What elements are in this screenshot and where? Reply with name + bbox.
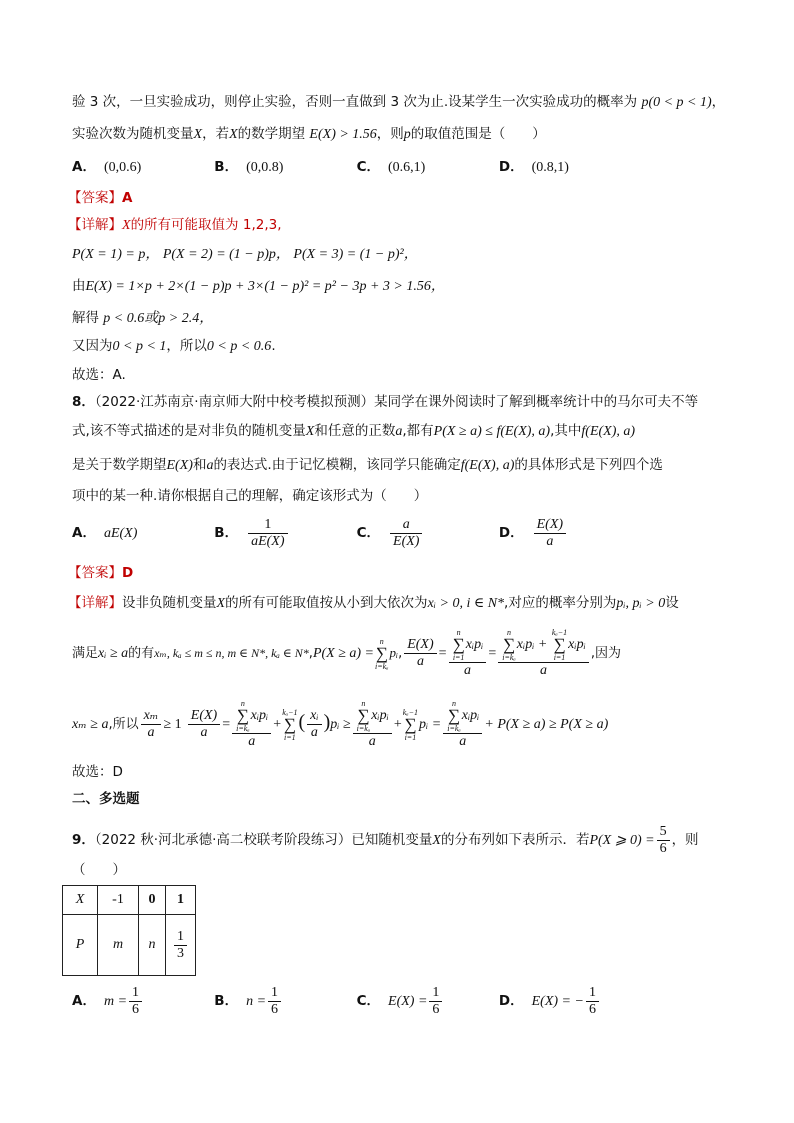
detail-label: 【详解】	[68, 217, 122, 233]
frac-den: 6	[271, 1001, 279, 1017]
option-key: B．	[214, 525, 239, 541]
q8-line2	[72, 421, 635, 442]
answer-label: 【答案】	[68, 190, 122, 206]
q8-text-3b: 和	[192, 457, 207, 473]
q7-again-math1: 0 < p < 1	[112, 339, 167, 354]
answer-value: D	[122, 565, 134, 581]
ex-over-a-fraction: $\frac{E(X)}{a}$	[404, 637, 436, 670]
table-cell: 1	[166, 886, 196, 915]
q7-again-prefix: 又因为	[72, 338, 113, 354]
q7-conclusion	[72, 365, 126, 385]
table-cell	[166, 915, 196, 976]
frac-num: 1	[248, 517, 287, 534]
q7-solve-prefix: 解得	[72, 310, 99, 326]
q9-text-1a: （2022 秋·河北承德·高二校联考阶段练习）已知随机变量	[94, 832, 433, 848]
q8-conclusion	[72, 762, 123, 782]
q8-d2-d: ,	[398, 646, 403, 661]
question-number: 9．	[72, 832, 95, 848]
sum-fraction-4: n ∑ i=kₐ xᵢpᵢ a	[443, 699, 482, 750]
q7-option-b	[214, 157, 352, 178]
q9-text-2: （ ）	[72, 862, 126, 878]
section-title	[72, 789, 140, 809]
q8-d1-a: 设非负随机变量	[122, 595, 217, 611]
option-key: B．	[214, 159, 239, 175]
q8-var-x: X	[305, 424, 315, 439]
q7-text-2c: 的数学期望	[237, 126, 306, 142]
q8-var-a: a	[395, 424, 403, 439]
frac-den: E(X)	[393, 533, 420, 549]
q7-again-math2: 0 < p < 0.6	[206, 339, 272, 354]
option-prefix: E(X) =	[388, 994, 428, 1009]
q9-option-b	[214, 983, 352, 1020]
sum-symbol-3: kₐ−1 ∑ i=1	[402, 707, 419, 742]
sum-symbol-2: kₐ−1 ∑ i=1	[282, 707, 298, 742]
q8-text-1: （2022·江苏南京·南京师大附中校考模拟预测）某同学在课外阅读时了解到概率统计中的马尔可夫不等	[94, 394, 699, 410]
frac-num: 5	[657, 824, 670, 841]
q7-math-1: p(0 < p < 1)	[641, 95, 712, 110]
q7-option-a	[72, 157, 210, 178]
q8-text-2d: ,其中	[550, 423, 582, 439]
option-fraction	[586, 985, 599, 1018]
sum-fraction-2: n ∑ i=kₐ xᵢpᵢ a	[232, 699, 271, 750]
frac-den: 6	[432, 1001, 440, 1017]
q8-d1-c: ,对应的概率分别为	[504, 595, 617, 611]
option-fraction	[429, 985, 442, 1018]
conclusion-text: 故选：D	[72, 764, 123, 780]
q8-d2-c: ,	[308, 646, 313, 661]
q8-math-markov: P(X ≥ a) ≤ f(E(X), a)	[433, 424, 551, 439]
q8-text-4: 项中的某一种.请你根据自己的理解，确定该形式为（ ）	[72, 488, 428, 504]
q8-option-b	[214, 515, 352, 551]
q7-text-2a: 实验次数为随机变量	[72, 126, 194, 142]
q8-answer	[68, 563, 133, 583]
q8-text-3a: 是关于数学期望	[72, 457, 167, 473]
q9-math: P(X ⩾ 0) =	[589, 833, 655, 848]
option-key: C．	[356, 525, 381, 541]
q7-var-p: p	[403, 127, 411, 142]
sum-fraction-3: n ∑ i=kₐ xᵢpᵢ a	[353, 699, 392, 750]
option-key: C．	[356, 159, 381, 175]
q7-text-1: 验 3 次，一旦实验成功，则停止实验，否则一直做到 3 次为止.设某学生一次实验成功的概率为	[72, 94, 638, 110]
q8-math-f2: f(E(X), a)	[460, 458, 515, 473]
q8-text-2c: ,都有	[402, 423, 434, 439]
q8-detail-line1	[68, 593, 679, 614]
frac-num: 1	[174, 929, 187, 946]
option-fraction	[129, 985, 142, 1018]
q7-option-d	[499, 157, 569, 178]
q8-d3-b: ,所以	[108, 717, 139, 732]
option-value: (0,0.8)	[246, 160, 284, 175]
q7-text-2b: ，若	[202, 126, 230, 142]
q7-expect-math: E(X) = 1×p + 2×(1 − p)p + 3×(1 − p)² = p² − 3p + 3 > 1.56，	[85, 279, 445, 294]
q9-option-a	[72, 983, 210, 1020]
frac-num: E(X)	[534, 517, 566, 534]
question-number: 8．	[72, 394, 95, 410]
q7-options	[72, 157, 569, 178]
cell-fraction	[174, 929, 187, 962]
option-fraction	[268, 985, 281, 1018]
option-value: (0.8,1)	[531, 160, 569, 175]
q7-probs	[72, 244, 418, 265]
q7-again-end: .	[271, 338, 276, 354]
q7-again	[72, 336, 276, 357]
option-key: D．	[498, 993, 524, 1009]
option-fraction	[534, 517, 566, 550]
q8-option-d	[499, 515, 568, 551]
table-cell: m	[98, 915, 139, 976]
q8-d1-m2: pᵢ, pᵢ > 0	[616, 596, 666, 611]
q7-expect	[72, 276, 445, 297]
q7-option-c	[357, 157, 495, 178]
q8-d2-a: 满足	[72, 646, 99, 661]
q8-d2-m2: xₘ, kₐ ≤ m ≤ n, m ∈ N*, kₐ ∈ N*	[154, 646, 309, 660]
q8-detail-line3: xₘ ≥ a,所以 $\frac{\text{xₘ}}{a}$ ≥ 1 $\frac{E(X)}{a}$ = n ∑ i=kₐ xᵢpᵢ a + kₐ−1 ∑ i=1 ( $\frac{\text{xᵢ}}{a}$ )pᵢ ≥ n ∑ i=kₐ xᵢpᵢ a + kₐ−1 ∑ i=1 pᵢ = n ∑ i=kₐ xᵢpᵢ a + P(X ≥ a) ≥ P(X ≥ a)	[72, 699, 609, 749]
frac-num: a	[390, 517, 422, 534]
q8-var-a2: a	[206, 458, 214, 473]
option-key: D．	[498, 159, 524, 175]
answer-label: 【答案】	[68, 565, 122, 581]
option-key: A．	[72, 159, 96, 175]
q7-line1	[72, 92, 725, 113]
q7-expect-prefix: 由	[72, 278, 86, 294]
frac-den: 6	[588, 1001, 596, 1017]
q9-line2	[72, 860, 126, 880]
q8-options	[72, 515, 568, 552]
q7-solve	[72, 308, 213, 329]
q9-var-x: X	[432, 833, 441, 848]
frac-den: 6	[659, 840, 667, 856]
option-value: (0.6,1)	[388, 160, 426, 175]
q8-line3	[72, 455, 663, 476]
q8-option-c	[357, 515, 495, 551]
sum-fraction: n ∑ i=1 xᵢpᵢ a	[449, 628, 487, 679]
q8-d2-b: 的有	[128, 646, 155, 661]
table-cell: n	[139, 915, 166, 976]
q7-answer	[68, 188, 132, 208]
table-row	[63, 886, 196, 915]
q7-detail	[68, 215, 282, 236]
frac-den: 3	[177, 945, 184, 961]
frac-den: 6	[132, 1001, 140, 1017]
q7-probs-math: P(X = 1) = p， P(X = 2) = (1 − p)p， P(X = 3) = (1 − p)²，	[72, 247, 418, 262]
q9-options	[72, 983, 601, 1020]
q8-text-3c: 的表达式.由于记忆模糊，该同学只能确定	[213, 457, 461, 473]
q7-var-x2: X	[229, 127, 238, 142]
option-fraction	[248, 517, 287, 550]
option-prefix: m =	[103, 994, 128, 1009]
q7-again-mid: ，所以	[166, 338, 207, 354]
q9-text-1c: ，则	[671, 832, 699, 848]
q8-d1-m1: xᵢ > 0, i ∈ N*	[427, 596, 505, 611]
q7-line2	[72, 124, 546, 145]
q9-option-c	[357, 983, 495, 1020]
q9-option-d	[499, 983, 601, 1020]
table-cell: P	[63, 915, 98, 976]
q8-d2-e: ,因为	[590, 646, 621, 661]
ex-over-a-fraction-2: $\frac{E(X)}{a}$	[188, 708, 220, 741]
option-prefix: n =	[246, 994, 267, 1009]
q8-d1-x: X	[216, 596, 226, 611]
q8-d2-m1: xᵢ ≥ a	[98, 646, 129, 661]
frac-den: a	[546, 533, 554, 549]
option-value: aE(X)	[103, 526, 138, 541]
q8-line4	[72, 486, 427, 506]
option-fraction	[390, 517, 422, 550]
q7-var-x: X	[193, 127, 203, 142]
table-cell: 0	[139, 886, 166, 915]
q9-text-1b: 的分布列如下表所示．若	[440, 832, 590, 848]
q8-text-2a: 式,该不等式描述的是对非负的随机变量	[72, 423, 306, 439]
conclusion-text: 故选：A.	[72, 367, 126, 383]
q8-text-3d: 的具体形式是下列四个选	[514, 457, 663, 473]
frac-den: aE(X)	[251, 533, 285, 549]
option-key: C．	[356, 993, 381, 1009]
table-cell: -1	[98, 886, 139, 915]
frac-num: 1	[586, 985, 599, 1002]
q7-text-1-end: ，	[711, 94, 726, 110]
q8-d1-b: 的所有可能取值按从小到大依次为	[225, 595, 428, 611]
q8-line1	[72, 392, 698, 412]
q8-d3-c: ≥ 1	[163, 717, 182, 732]
sum-symbol: n ∑ i=kₐ	[375, 636, 389, 671]
frac-num: 1	[129, 985, 142, 1002]
section-label: 二、多选题	[72, 791, 140, 807]
answer-value: A	[122, 190, 133, 206]
option-key: A．	[72, 525, 96, 541]
frac-num: 1	[429, 985, 442, 1002]
q8-d3-a: xₘ ≥ a	[72, 717, 109, 732]
q8-d1-d: 设	[665, 595, 679, 611]
q8-d2-m3: P(X ≥ a) =	[312, 646, 374, 661]
q7-text-2d: ，则	[376, 126, 404, 142]
table-cell: X	[63, 886, 98, 915]
detail-label: 【详解】	[68, 595, 122, 611]
option-key: A．	[72, 993, 96, 1009]
q8-math-ex: E(X)	[166, 458, 193, 473]
option-key: D．	[498, 525, 524, 541]
split-sum-fraction: n ∑ i=kₐ xᵢpᵢ + kₐ−1 ∑ i=1 xᵢpᵢ a	[498, 628, 589, 679]
q8-detail-line2: 满足xᵢ ≥ a的有xₘ, kₐ ≤ m ≤ n, m ∈ N*, kₐ ∈ N*,P(X ≥ a) = n ∑ i=kₐ pᵢ, $\frac{E(X)}{a}$ = n ∑ i=1 xᵢpᵢ a = n ∑ i=kₐ xᵢpᵢ + kₐ−1 ∑ i=1 xᵢpᵢ a ,因为	[72, 628, 621, 678]
q8-math-f: f(E(X), a)	[581, 424, 636, 439]
distribution-table	[62, 885, 196, 976]
q9-line1	[72, 822, 699, 859]
q8-option-a	[72, 515, 210, 552]
q7-math-2: E(X) > 1.56	[309, 127, 377, 142]
xm-over-a-fraction: $\frac{\text{xₘ}}{a}$	[141, 708, 162, 741]
detail-text: 的所有可能取值为 1,2,3,	[130, 217, 282, 233]
q7-solve-math: p < 0.6或p > 2.4，	[103, 311, 214, 326]
option-prefix: E(X) = −	[531, 994, 584, 1009]
option-key: B．	[214, 993, 239, 1009]
detail-var-x: X	[122, 218, 131, 233]
frac-num: 1	[268, 985, 281, 1002]
q7-text-2e: 的取值范围是（ ）	[410, 126, 546, 142]
option-value: (0,0.6)	[103, 160, 142, 175]
q8-d3-tail: + P(X ≥ a) ≥ P(X ≥ a)	[484, 717, 609, 732]
q8-text-2b: 和任意的正数	[314, 423, 396, 439]
table-row	[63, 915, 196, 976]
q9-fraction	[657, 824, 670, 857]
